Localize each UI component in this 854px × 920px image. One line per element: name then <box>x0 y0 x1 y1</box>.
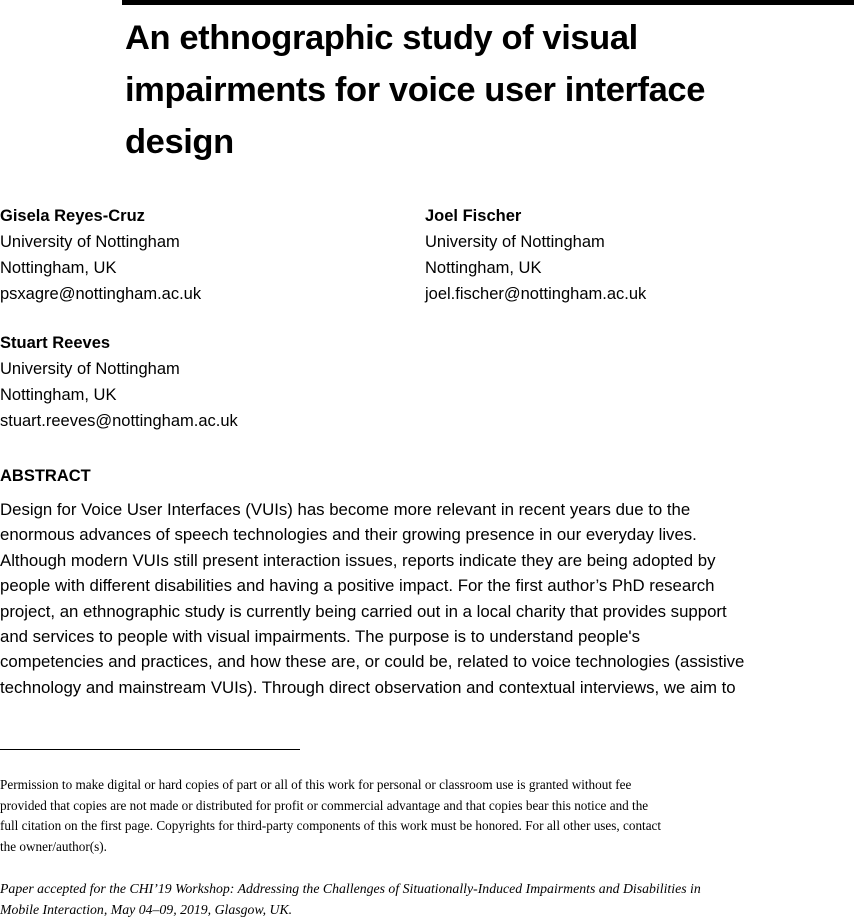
acceptance-note <box>0 878 852 920</box>
abstract-line: project, an ethnographic study is currently being carried out in a local charity that provides support <box>0 601 727 621</box>
author-name: Gisela Reyes-Cruz <box>0 207 145 225</box>
abstract-line: Although modern VUIs still present interaction issues, reports indicate they are being adopted by <box>0 550 716 570</box>
author-location: Nottingham, UK <box>425 259 542 277</box>
author-block-1 <box>0 203 201 307</box>
author-block-3 <box>0 330 238 434</box>
title-line: An ethnographic study of visual <box>125 19 638 57</box>
abstract-line: competencies and practices, and how these are, or could be, related to voice technologies (assistive <box>0 652 745 672</box>
permission-notice <box>0 775 852 857</box>
author-location: Nottingham, UK <box>0 386 117 404</box>
top-rule <box>122 0 854 5</box>
permission-line: full citation on the first page. Copyrights for third-party components of this work must be honored. For all other uses, contact <box>0 818 662 833</box>
abstract-line: people with different disabilities and having a positive impact. For the first author’s PhD research <box>0 576 715 596</box>
author-email: joel.fischer@nottingham.ac.uk <box>425 285 647 303</box>
permission-line: provided that copies are not made or distributed for profit or commercial advantage and that copies bear this notice and the <box>0 797 649 813</box>
author-affiliation: University of Nottingham <box>0 233 180 251</box>
permission-line: Permission to make digital or hard copies of part or all of this work for personal or classroom use is granted without fee <box>0 777 632 792</box>
author-location: Nottingham, UK <box>0 259 117 277</box>
author-email: stuart.reeves@nottingham.ac.uk <box>0 412 238 430</box>
title-line: design <box>125 123 234 161</box>
author-block-2 <box>425 203 646 307</box>
title-line: impairments for voice user interface <box>125 71 705 109</box>
author-email: psxagre@nottingham.ac.uk <box>0 285 202 303</box>
abstract-heading: ABSTRACT <box>0 467 91 485</box>
abstract-line: Design for Voice User Interfaces (VUIs) has become more relevant in recent years due to the <box>0 500 691 519</box>
abstract-line: enormous advances of speech technologies and their growing presence in our everyday lives. <box>0 525 697 545</box>
acceptance-line: Mobile Interaction, May 04–09, 2019, Glasgow, UK. <box>0 902 293 917</box>
author-affiliation: University of Nottingham <box>425 233 605 251</box>
permission-line: the owner/author(s). <box>0 838 107 854</box>
footnote-rule <box>0 749 300 750</box>
author-affiliation: University of Nottingham <box>0 360 180 378</box>
abstract-body <box>0 497 854 700</box>
abstract-line: and services to people with visual impairments. The purpose is to understand people's <box>0 627 641 647</box>
paper-title <box>125 12 850 168</box>
abstract-line: technology and mainstream VUIs). Through direct observation and contextual interviews, we aim to <box>0 677 736 697</box>
author-name: Joel Fischer <box>425 207 522 225</box>
author-name: Stuart Reeves <box>0 334 111 352</box>
acceptance-line: Paper accepted for the CHI’19 Workshop: Addressing the Challenges of Situationally-Induced Impairments and Disabilities in <box>0 881 701 896</box>
